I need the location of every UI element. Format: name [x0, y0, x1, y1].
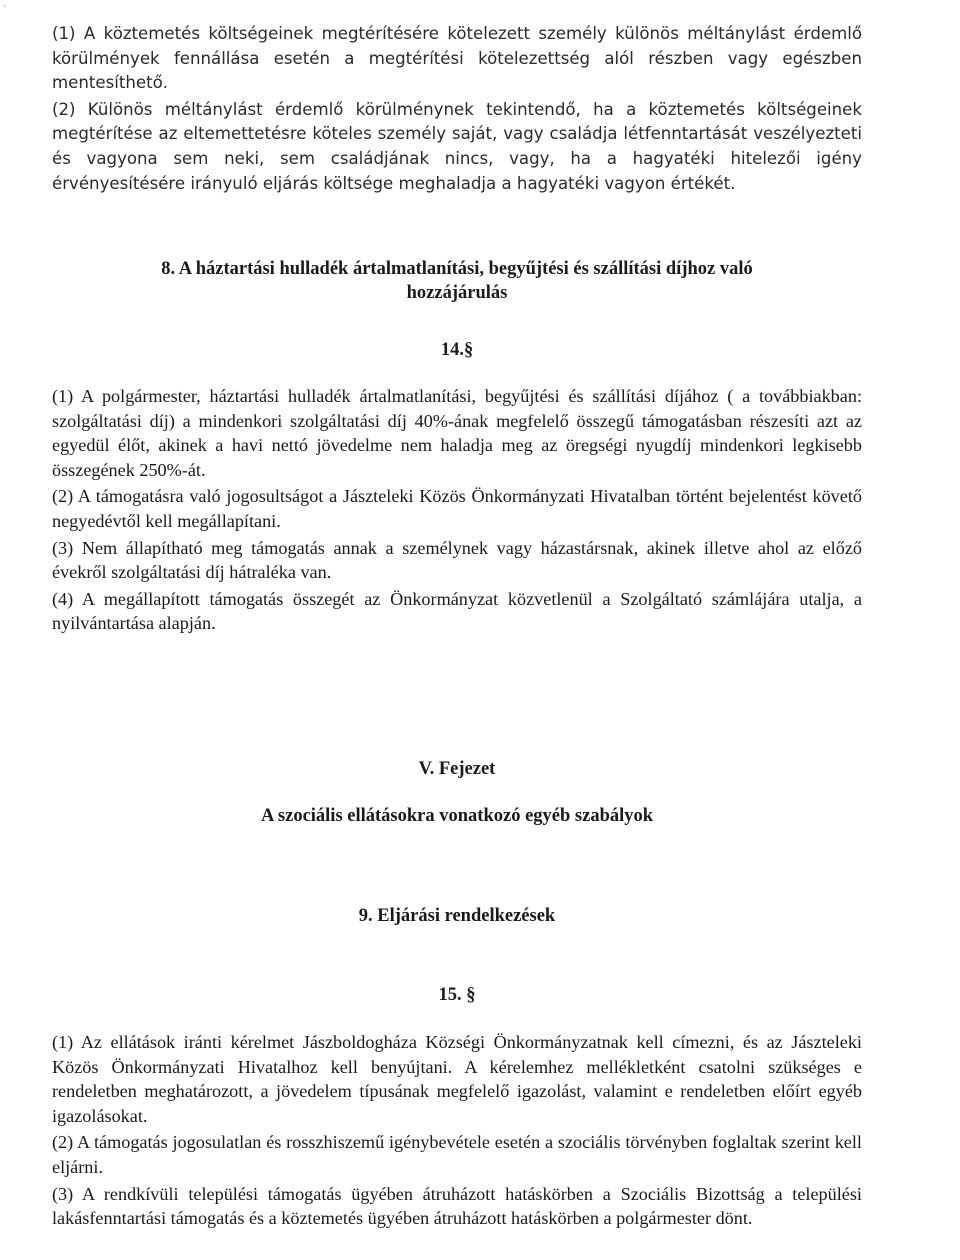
section-15-body — [52, 1030, 862, 1231]
paragraph-13-2: (2) Különös méltánylást érdemlő körülménynek tekintendő, ha a köztemetés költségeinek megtérítése az eltemettetésre köteles személy saját, vagy családja létfenntartását veszélyezteti és vagyona sem neki, sem családjának nincs, vagy, ha a hagyatéki hitelezői igény érvényesítésére irányuló eljárás költsége meghaladja a hagyatéki vagyon értékét. — [52, 99, 862, 193]
paragraph-15-1: (1) Az ellátások iránti kérelmet Jászboldogháza Községi Önkormányzatnak kell címezni, és az Jászteleki Közös Önkormányzati Hivatalhoz kell benyújtani. A kérelemhez mellékletként csatolni szükséges e rendeletben meghatározott, a jövedelem típusának megfelelő igazolást, valamint e rendeletben előírt egyéb igazolásokat. — [52, 1032, 862, 1126]
section-13-continuation — [52, 22, 862, 196]
paragraph-13-1: (1) A köztemetés költségeinek megtérítésére kötelezett személy különös méltánylást érdemlő körülmények fennállása esetén a megtérítési kötelezettség alól részben vagy egészben mentesíthető. — [52, 24, 862, 93]
paragraph-14-4: (4) A megállapított támogatás összegét az Önkormányzat közvetlenül a Szolgáltató számlájára utalja, a nyilvántartása alapján. — [52, 588, 862, 634]
paragraph-14-2: (2) A támogatásra való jogosultságot a Jászteleki Közös Önkormányzati Hivatalban történt bejelentést követő negyedévtől kell megállapítani. — [52, 486, 862, 531]
paragraph-number-14: 14.§ — [440, 340, 474, 360]
paragraph-number-15: 15. § — [438, 985, 476, 1005]
paragraph-15-2: (2) A támogatás jogosulatlan és rosszhiszemű igénybevétele esetén a szociális törvényben foglaltak szerint kell eljárni. — [52, 1132, 862, 1177]
margin-mark: ' — [4, 4, 6, 15]
heading-8-line2: hozzájárulás — [406, 283, 508, 303]
chapter-subtitle: A szociális ellátásokra vonatkozó egyéb szabályok — [260, 806, 654, 826]
section-14-body — [52, 384, 862, 636]
heading-section-8 — [52, 257, 862, 305]
paragraph-15-3: (3) A rendkívüli települési támogatás ügyében átruházott hatáskörben a Szociális Bizottság a települési lakásfenntartási támogatás és a köztemetés ügyében átruházott hatáskörben a polgármester dönt. — [52, 1183, 862, 1229]
heading-8-line1: 8. A háztartási hulladék ártalmatlanítási, begyűjtési és szállítási díjhoz való — [161, 259, 753, 279]
paragraph-14-3: (3) Nem állapítható meg támogatás annak a személynek vagy házastársnak, akinek illetve ahol az előző évekről szolgáltatási díj hátraléka van. — [52, 537, 862, 583]
heading-section-9: 9. Eljárási rendelkezések — [358, 906, 556, 926]
paragraph-14-1: (1) A polgármester, háztartási hulladék ártalmatlanítási, begyűjtési és szállítási díjához ( a továbbiakban: szolgáltatási díj) a mindenkori szolgáltatási díj 40%-ának megfelelő összegű támogatásban részesíti azt az egyedül élőt, akinek a havi nettó jövedelme nem haladja meg az öregségi nyugdíj mindenkori legkisebb összegének 250%-át. — [52, 386, 862, 480]
chapter-title: V. Fejezet — [418, 759, 496, 779]
